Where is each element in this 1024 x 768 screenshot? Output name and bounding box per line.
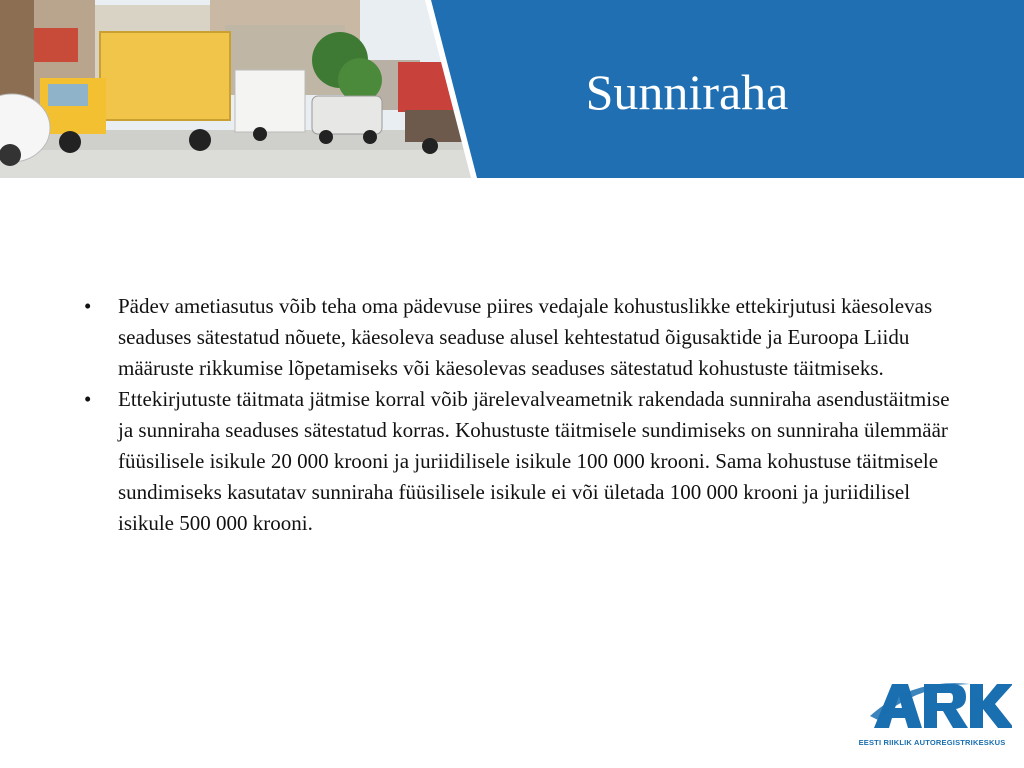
slide-content [84, 291, 964, 539]
bullet-text: Pädev ametiasutus võib teha oma pädevuse piires vedajale kohustuslikke ettekirjutusi käesolevas seaduses sätestatud nõuete, käesoleva seaduse alusel kehtestatud õigusaktide ja Euroopa Liidu määruste rikkumise lõpetamiseks või käesolevas seaduses sätestatud kohustuste täitmiseks. [118, 294, 933, 380]
slide-header [0, 0, 1024, 178]
slide-title: Sunniraha [585, 64, 789, 120]
bullet-list [84, 291, 964, 539]
ark-logo-mark [852, 676, 1012, 736]
bullet-item [84, 384, 964, 539]
bullet-item [84, 291, 964, 384]
ark-logo [852, 676, 1012, 756]
bullet-icon: • [84, 387, 92, 411]
bullet-icon: • [84, 294, 92, 318]
header-blue-panel [0, 0, 1024, 178]
logo-caption: EESTI RIIKLIK AUTOREGISTRIKESKUS [858, 738, 1006, 747]
bullet-text: Ettekirjutuste täitmata jätmise korral võib järelevalveametnik rakendada sunniraha asendustäitmise ja sunniraha seaduses sätestatud korras. Kohustuste täitmisele sundimiseks on sunniraha ülemmäär füüsilisele isikule 20 000 krooni ja juriidilisele isikule 100 000 krooni. Sama kohustuse täitmisele sundimiseks kasutatav sunniraha füüsilisele isikule ei või ületada 100 000 krooni ja juriidilisel isikule 500 000 krooni. [118, 387, 950, 535]
